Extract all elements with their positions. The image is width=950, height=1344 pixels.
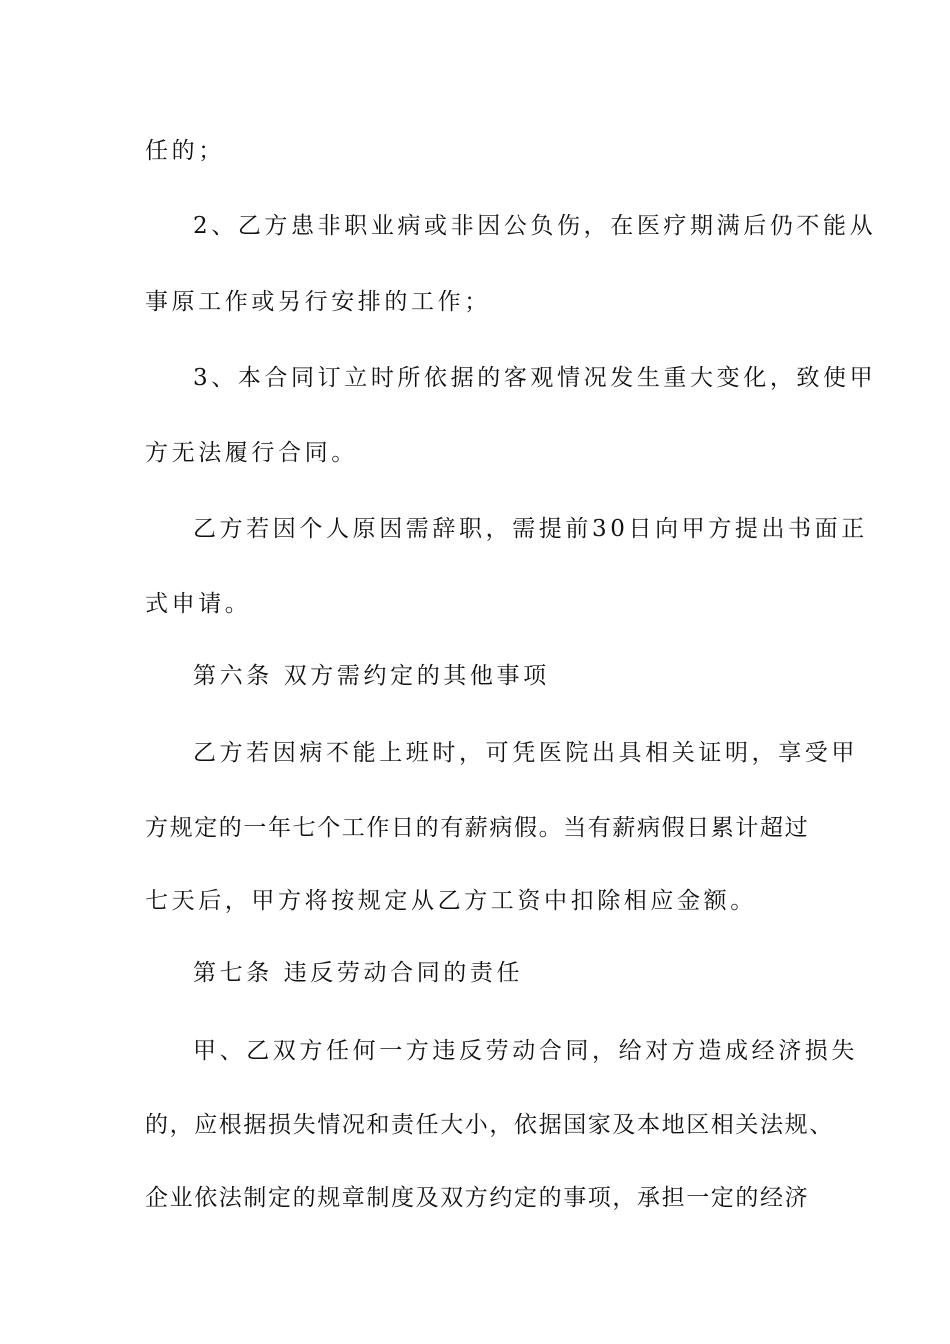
text-line: 式申请。 xyxy=(145,591,252,617)
text-line: 的，应根据损失情况和责任大小，依据国家及本地区相关法规、 xyxy=(145,1112,834,1138)
text-line: 企业依法制定的规章制度及双方约定的事项，承担一定的经济 xyxy=(145,1185,810,1211)
text-line: 方无法履行合同。 xyxy=(145,440,358,466)
section-heading: 第六条 双方需约定的其他事项 xyxy=(193,663,550,689)
text-line: 2、乙方患非职业病或非因公负伤，在医疗期满后仍不能从 xyxy=(193,213,877,239)
section-heading: 第七条 违反劳动合同的责任 xyxy=(193,960,524,986)
text-line: 方规定的一年七个工作日的有薪病假。当有薪病假日累计超过 xyxy=(145,815,810,841)
text-line: 乙方若因病不能上班时，可凭医院出具相关证明，享受甲 xyxy=(193,740,858,766)
text-line: 乙方若因个人原因需辞职，需提前30日向甲方提出书面正 xyxy=(193,516,868,542)
text-line: 任的； xyxy=(145,138,225,164)
text-line: 七天后，甲方将按规定从乙方工资中扣除相应金额。 xyxy=(145,888,757,914)
text-line: 事原工作或另行安排的工作； xyxy=(145,289,491,315)
text-line: 3、本合同订立时所依据的客观情况发生重大变化，致使甲 xyxy=(193,365,877,391)
text-line: 甲、乙双方任何一方违反劳动合同，给对方造成经济损失 xyxy=(193,1038,858,1064)
